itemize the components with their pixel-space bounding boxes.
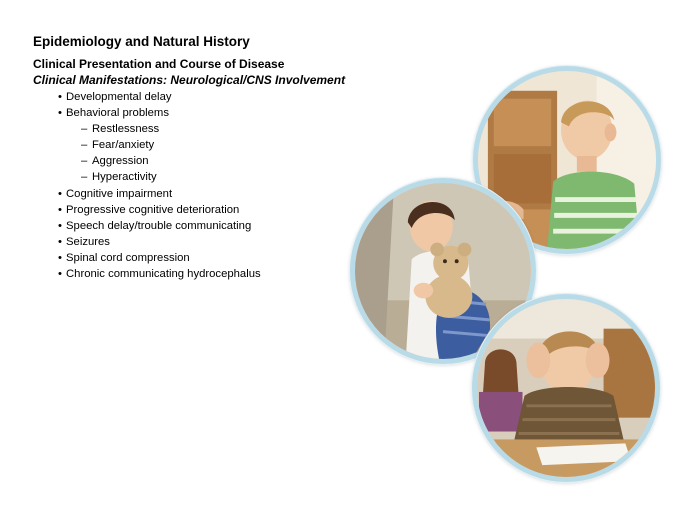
- bullet-item: • Spinal cord compression: [58, 251, 190, 264]
- bullet-item: • Chronic communicating hydrocephalus: [58, 268, 261, 281]
- sub-bullet-item: – Aggression: [81, 155, 149, 168]
- bullet-item: • Progressive cognitive deterioration: [58, 203, 240, 216]
- slide-subtitle: Clinical Presentation and Course of Disease: [33, 57, 285, 71]
- section-heading: Clinical Manifestations: Neurological/CNS Involvement: [33, 73, 346, 87]
- bullet-item: • Developmental delay: [58, 91, 172, 103]
- bullet-item: • Speech delay/trouble communicating: [58, 219, 252, 232]
- bullet-item: • Behavioral problems: [58, 107, 169, 120]
- bullet-item: • Cognitive impairment: [58, 187, 173, 200]
- sub-bullet-item: – Hyperactivity: [81, 171, 157, 184]
- slide-title: Epidemiology and Natural History: [33, 34, 250, 49]
- sub-bullet-item: – Restlessness: [81, 123, 160, 136]
- sub-bullet-item: – Fear/anxiety: [81, 139, 155, 152]
- photo-boy-frustrated-at-desk-illustration: [477, 299, 655, 477]
- photo-boy-frustrated-at-desk: [472, 294, 660, 482]
- bullet-item: • Seizures: [58, 235, 110, 248]
- bullet-list: [58, 89, 261, 282]
